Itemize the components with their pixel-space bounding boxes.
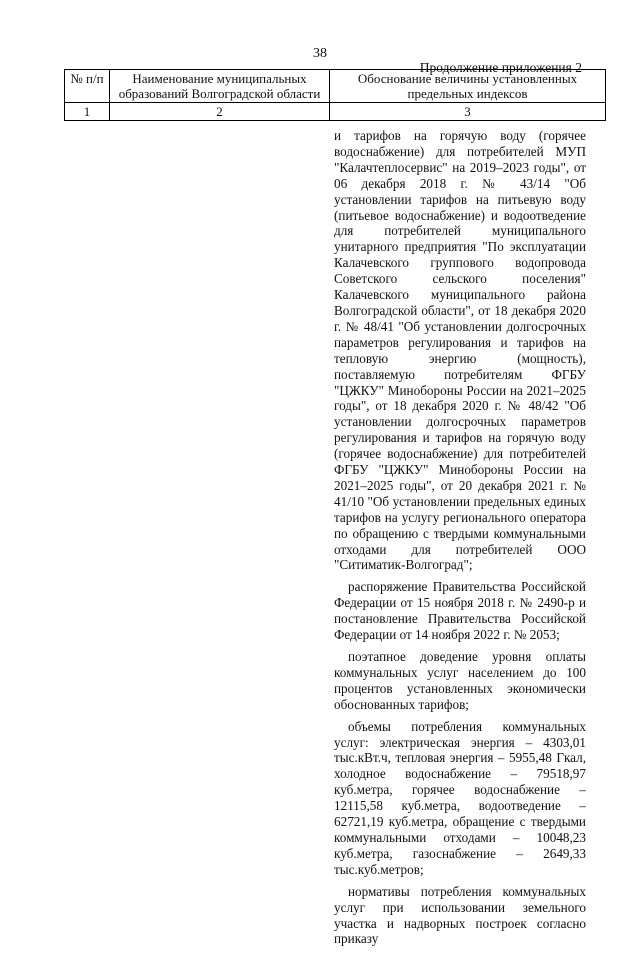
- table-header: [64, 69, 606, 121]
- paragraph: поэтапное доведение уровня оплаты коммунальных услуг населением до 100 процентов установленных экономически обоснованных тарифов;: [334, 649, 586, 712]
- paragraph: нормативы потребления коммунальных услуг при использовании земельного участка и надворных построек согласно приказу: [334, 883, 586, 947]
- justification-text: [334, 128, 586, 953]
- paragraph: распоряжение Правительства Российской Федерации от 15 ноября 2018 г. № 2490-р и постановление Правительства Российской Федерации от 14 ноября 2022 г. № 2053;: [334, 579, 586, 643]
- table-header-row: [65, 70, 606, 103]
- col-justification-header: Обоснование величины установленных предельных индексов: [330, 70, 606, 103]
- col-number-index: 1: [65, 103, 110, 121]
- page-number: 38: [313, 46, 327, 61]
- paragraph: объемы потребления коммунальных услуг: электрическая энергия – 4303,01 тыс.кВт.ч, тепловая энергия – 5955,48 Гкал, холодное водоснабжение – 79518,97 куб.метра, горячее водоснабжение – 12115,58 куб.метра, водоотведение – 62721,19 куб.метра, обращение с твердыми коммунальными отходами – 10048,23 куб.метра, газоснабжение – 2649,33 тыс.куб.метров;: [334, 718, 586, 877]
- col-municipality-index: 2: [110, 103, 330, 121]
- paragraph: и тарифов на горячую воду (горячее водоснабжение) для потребителей МУП "Калачтеплосервис" на 2019–2023 годы", от 06 декабря 2018 г. № 43/14 "Об установлении тарифов на питьевую воду (питьевое водоснабжение) и водоотведение для потребителей муниципального унитарного предприятия "По эксплуатации Калачевского группового водопровода Советского сельского поселения" Калачевского муниципального района Волгоградской области", от 18 декабря 2020 г. № 48/41 "Об установлении долгосрочных параметров регулирования и тарифов на тепловую энергию (мощность), поставляемую потребителям ФГБУ "ЦЖКУ" Минобороны России на 2021–2025 годы", от 18 декабря 2020 г. № 48/42 "Об установлении долгосрочных параметров регулирования и тарифов на горячую воду (горячее водоснабжение) для потребителей ФГБУ "ЦЖКУ" Минобороны России на 2021–2025 годы", от 20 декабря 2021 г. № 41/10 "Об установлении предельных единых тарифов на услугу регионального оператора по обращению с твердыми коммунальными отходами для потребителей ООО "Ситиматик-Волгоград";: [334, 128, 586, 573]
- col-municipality-header: Наименование муниципальных образований Волгоградской области: [110, 70, 330, 103]
- scan-artifact: [530, 895, 570, 899]
- col-justification-index: 3: [330, 103, 606, 121]
- table-numbering-row: [65, 103, 606, 121]
- continuation-label: Продолжение приложения 2: [419, 60, 582, 75]
- col-number-header: № п/п: [65, 70, 110, 103]
